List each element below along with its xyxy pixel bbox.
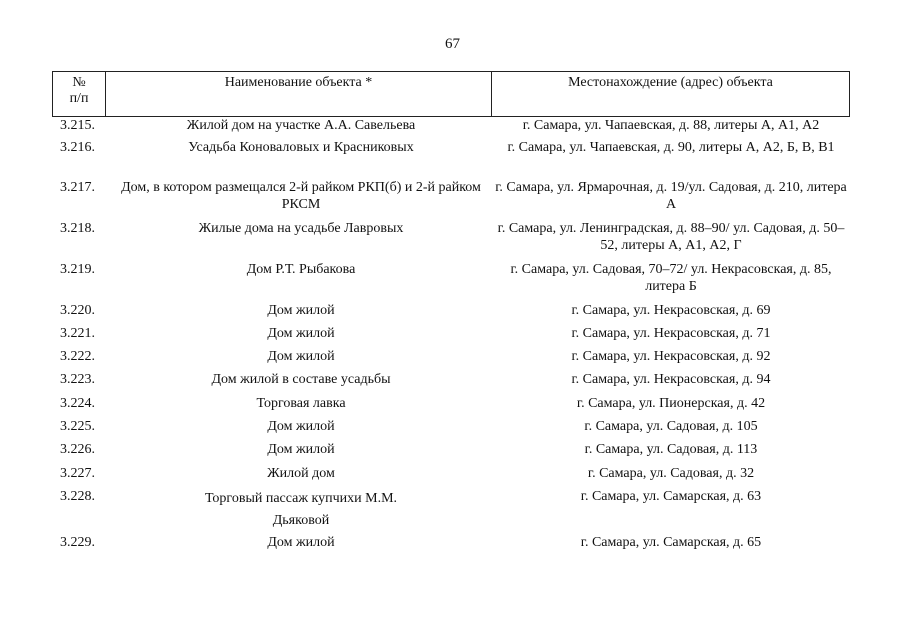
table-row [52,220,850,261]
object-address: г. Самара, ул. Некрасовская, д. 94 [571,372,771,387]
object-name: Дом жилой [267,303,335,318]
row-number: 3.228. [60,489,95,504]
row-number: 3.216. [60,140,95,155]
object-address: г. Самара, ул. Чапаевская, д. 88, литеры А, А1, А2 [522,118,820,133]
object-name: Торговый пассаж купчихи М.М. Дьяковой [204,491,398,528]
object-address: г. Самара, ул. Садовая, д. 113 [584,442,758,457]
row-number: 3.218. [60,221,95,236]
object-name: Усадьба Коноваловых и Красниковых [188,140,414,155]
row-number: 3.217. [60,180,95,195]
object-address: г. Самара, ул. Самарская, д. 63 [580,489,762,504]
table-row [52,261,850,302]
object-name: Дом Р.Т. Рыбакова [246,262,356,277]
table-row [52,465,850,488]
header-name-column: Наименование объекта * [106,72,492,116]
header-number-sublabel: п/п [69,91,89,106]
row-number: 3.223. [60,372,95,387]
object-address: г. Самара, ул. Самарская, д. 65 [580,535,762,550]
table-row [52,488,850,534]
object-address: г. Самара, ул. Ярмарочная, д. 19/ул. Садовая, д. 210, литера А [495,180,847,212]
object-name: Жилой дом на участке А.А. Савельева [186,118,416,133]
row-number: 3.229. [60,535,95,550]
table-body [52,117,850,557]
object-name: Дом жилой в составе усадьбы [211,372,391,387]
table-row [52,418,850,441]
row-number: 3.219. [60,262,95,277]
header-number-label: № [72,75,86,90]
table-header [52,71,850,117]
header-number-column [53,72,106,116]
object-name: Дом жилой [267,442,335,457]
table-row [52,117,850,139]
row-number: 3.224. [60,396,95,411]
table-row [52,441,850,465]
table-row [52,325,850,348]
row-number: 3.227. [60,466,95,481]
object-name: Дом жилой [267,535,335,550]
object-name: Дом жилой [267,419,335,434]
row-number: 3.221. [60,326,95,341]
table-row [52,179,850,220]
object-address: г. Самара, ул. Садовая, д. 105 [584,419,758,434]
table-row [52,348,850,371]
table-row [52,302,850,325]
object-name: Торговая лавка [256,396,346,411]
object-name: Жилой дом [267,466,335,481]
object-name: Жилые дома на усадьбе Лавровых [198,221,404,236]
table-row [52,371,850,395]
row-number: 3.220. [60,303,95,318]
object-address: г. Самара, ул. Садовая, 70–72/ ул. Некрасовская, д. 85, литера Б [510,262,832,294]
row-number: 3.225. [60,419,95,434]
object-address: г. Самара, ул. Некрасовская, д. 71 [571,326,771,341]
object-address: г. Самара, ул. Ленинградская, д. 88–90/ ул. Садовая, д. 50–52, литеры А, А1, А2, Г [497,221,845,253]
row-number: 3.222. [60,349,95,364]
object-name: Дом жилой [267,349,335,364]
object-name: Дом жилой [267,326,335,341]
row-number: 3.226. [60,442,95,457]
header-address-column: Местонахождение (адрес) объекта [568,75,773,90]
object-address: г. Самара, ул. Некрасовская, д. 69 [571,303,771,318]
table-row [52,139,850,179]
object-address: г. Самара, ул. Пионерская, д. 42 [576,396,766,411]
row-number: 3.215. [60,118,95,133]
table-row [52,395,850,418]
object-address: г. Самара, ул. Некрасовская, д. 92 [571,349,771,364]
page-number: 67 [445,36,460,52]
object-address: г. Самара, ул. Чапаевская, д. 90, литеры А, А2, Б, В, В1 [507,140,835,155]
object-name: Дом, в котором размещался 2-й райком РКП(б) и 2-й райком РКСМ [121,180,481,212]
table-row [52,534,850,557]
object-address: г. Самара, ул. Садовая, д. 32 [587,466,755,481]
